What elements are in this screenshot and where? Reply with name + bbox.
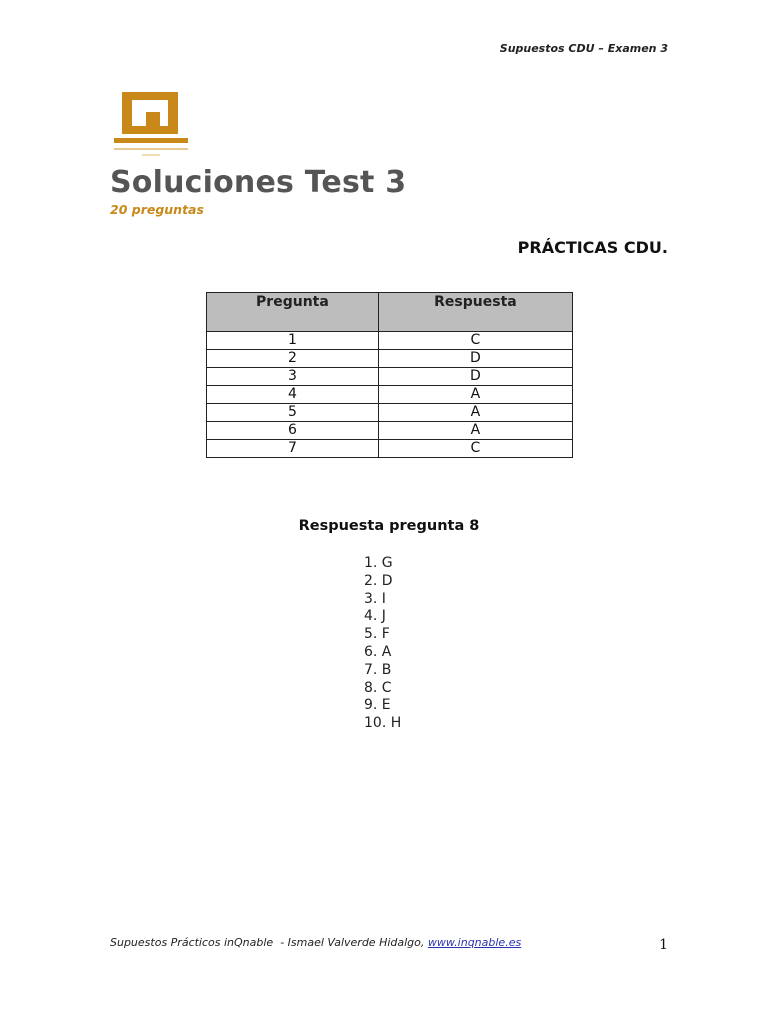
answer-letter: C	[378, 332, 572, 350]
footer-website-link[interactable]: www.inqnable.es	[427, 936, 522, 949]
list-item: 2. D	[364, 572, 393, 589]
section-heading: PRÁCTICAS CDU.	[517, 238, 668, 257]
list-item: 9. E	[364, 697, 391, 714]
question-number: 1	[207, 332, 379, 350]
footer	[110, 936, 521, 949]
answer-letter: A	[378, 386, 572, 404]
footer-credit: Supuestos Prácticos inQnable - Ismael Valverde Hidalgo,	[110, 936, 428, 949]
running-header: Supuestos CDU – Examen 3	[499, 42, 668, 55]
column-header-pregunta: Pregunta	[207, 293, 379, 332]
question-number: 7	[207, 440, 379, 458]
answer-letter: D	[378, 368, 572, 386]
list-item: 3. I	[364, 590, 386, 607]
answer-letter: C	[378, 440, 572, 458]
answer-letter: D	[378, 350, 572, 368]
table-row	[207, 332, 573, 350]
list-item: 8. C	[364, 679, 392, 696]
column-header-respuesta: Respuesta	[378, 293, 572, 332]
question8-list	[364, 555, 401, 733]
answer-letter: A	[378, 404, 572, 422]
question8-title: Respuesta pregunta 8	[298, 518, 480, 534]
list-item: 1. G	[364, 555, 393, 571]
table-row	[207, 368, 573, 386]
table-row	[207, 422, 573, 440]
table-row	[207, 386, 573, 404]
list-item: 4. J	[364, 608, 386, 625]
question-number: 4	[207, 386, 379, 404]
q-logo-icon	[112, 90, 190, 164]
table-header-row	[207, 293, 573, 332]
table-row	[207, 404, 573, 422]
list-item: 10. H	[364, 715, 402, 732]
answers-table	[206, 292, 573, 458]
page-number: 1	[659, 937, 668, 953]
answer-letter: A	[378, 422, 572, 440]
question-number: 5	[207, 404, 379, 422]
table-row	[207, 440, 573, 458]
question-number: 6	[207, 422, 379, 440]
list-item: 5. F	[364, 626, 390, 643]
table-row	[207, 350, 573, 368]
question-number: 3	[207, 368, 379, 386]
page-subtitle: 20 preguntas	[110, 202, 204, 217]
list-item: 6. A	[364, 643, 392, 660]
page-title: Soluciones Test 3	[110, 165, 407, 200]
list-item: 7. B	[364, 661, 392, 678]
question-number: 2	[207, 350, 379, 368]
